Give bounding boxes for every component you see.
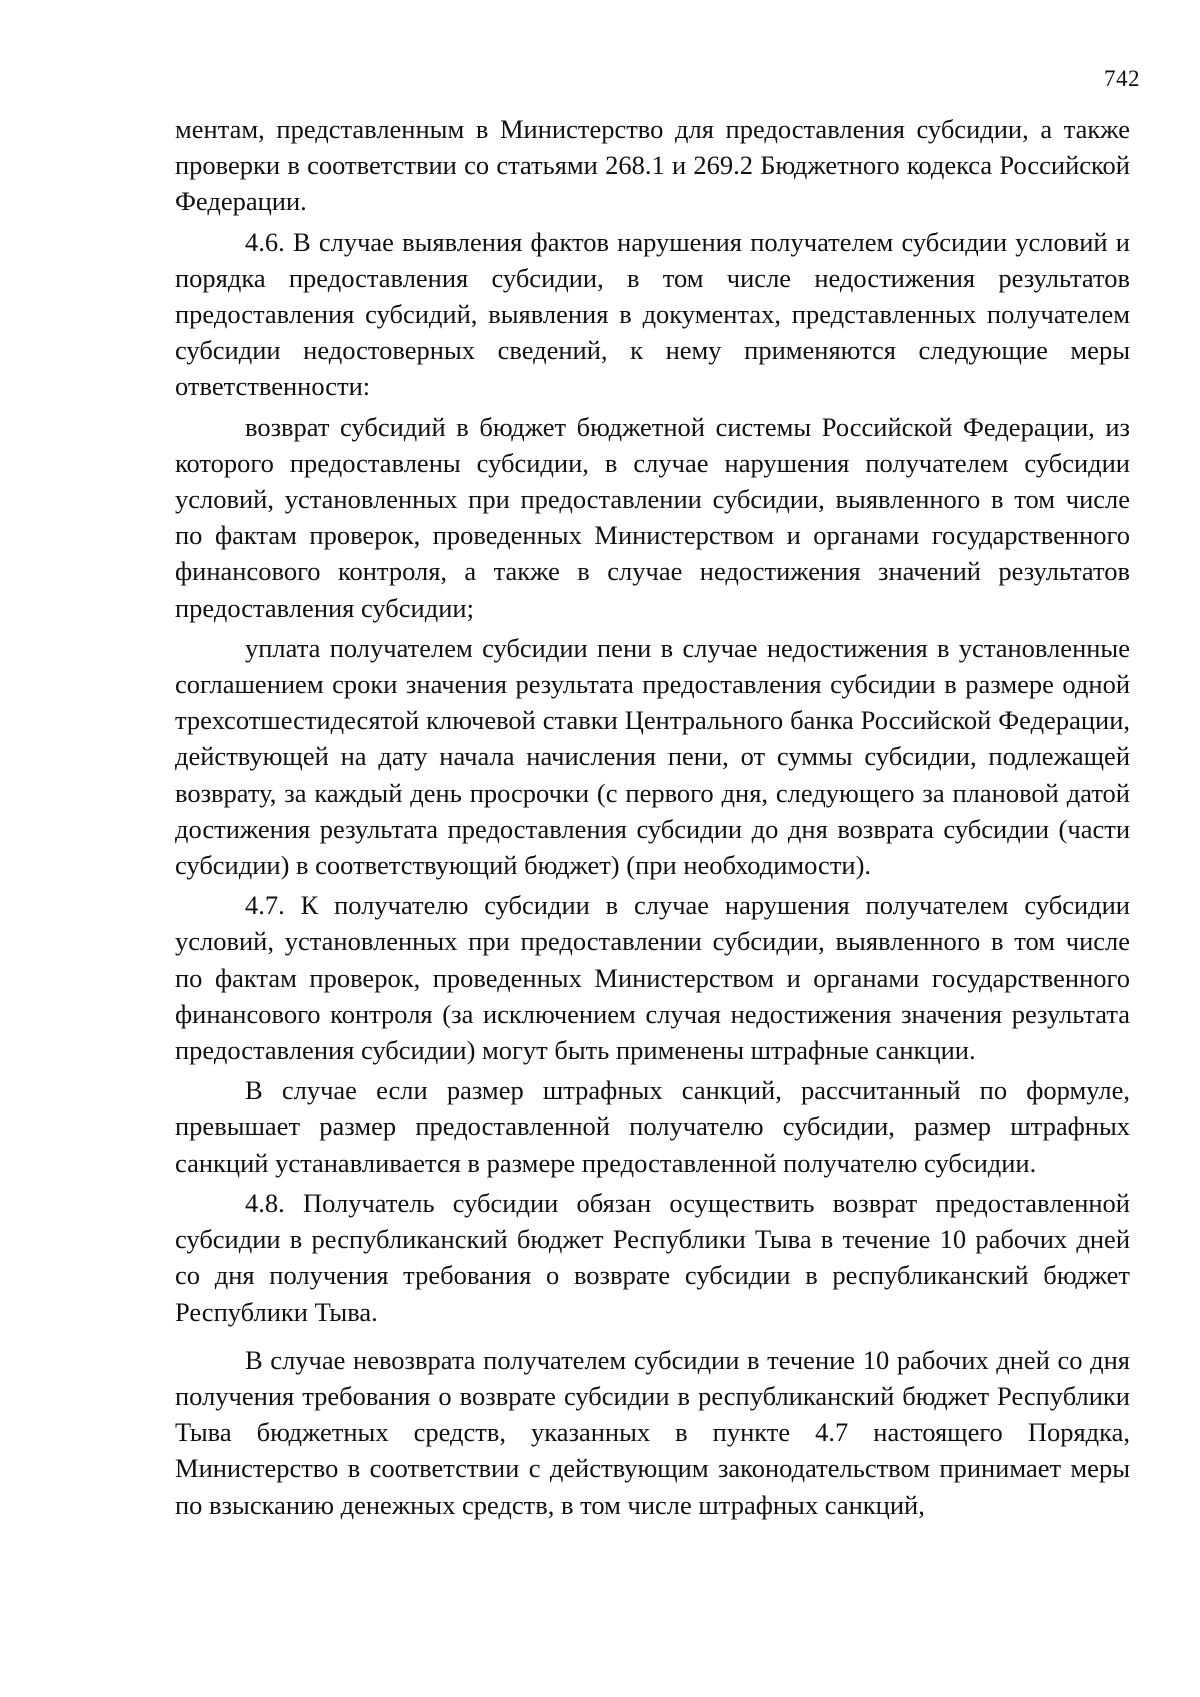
page-number: 742 [1104,66,1140,91]
document-body [175,111,1130,1523]
paragraph-4-7: 4.7. К получателю субсидии в случае нарушения получателем субсидии условий, установленных при предоставлении субсидии, выявленного в том числе по фактам проверок, проведенных Министерством и органами государственного финансового контроля (за исключением случая недостижения значения результата предоставления субсидии) могут быть применены штрафные санкции. [175,890,1130,1066]
paragraph-4-8: 4.8. Получатель субсидии обязан осуществить возврат предоставленной субсидии в республиканский бюджет Республики Тыва в течение 10 рабочих дней со дня получения требования о возврате субсидии в республиканский бюджет Республики Тыва. [175,1187,1130,1327]
paragraph-4-6: 4.6. В случае выявления фактов нарушения получателем субсидии условий и порядка предоставления субсидии, в том числе недостижения результатов предоставления субсидий, выявления в документах, представленных получателем субсидии недостоверных сведений, к нему применяются следующие меры ответственности: [175,226,1130,402]
paragraph-continuation: ментам, представленным в Министерство для предоставления субсидии, а также проверки в соответствии со статьями 268.1 и 269.2 Бюджетного кодекса Российской Федерации. [175,114,1130,217]
paragraph-fine-limit: В случае если размер штрафных санкций, рассчитанный по формуле, превышает размер предоставленной получателю субсидии, размер штрафных санкций устанавливается в размере предоставленной получателю субсидии. [175,1075,1130,1178]
paragraph-penalty-measure: уплата получателем субсидии пени в случае недостижения в установленные соглашением сроки значения результата предоставления субсидии в размере одной трехсотшестидесятой ключевой ставки Центрального банка Российской Федерации, действующей на дату начала начисления пени, от суммы субсидии, подлежащей возврату, за каждый день просрочки (с первого дня, следующего за плановой датой достижения результата предоставления субсидии до дня возврата субсидии (части субсидии) в соответствующий бюджет) (при необходимости). [175,632,1130,881]
paragraph-non-return: В случае невозврата получателем субсидии в течение 10 рабочих дней со дня получения требования о возврате субсидии в республиканский бюджет Республики Тыва бюджетных средств, указанных в пункте 4.7 настоящего Порядка, Министерство в соответствии с действующим законодательством принимает меры по взысканию денежных средств, в том числе штрафных санкций, [175,1344,1130,1520]
paragraph-refund-measure: возврат субсидий в бюджет бюджетной системы Российской Федерации, из которого предоставлены субсидии, в случае нарушения получателем субсидии условий, установленных при предоставлении субсидии, выявленного в том числе по фактам проверок, проведенных Министерством и органами государственного финансового контроля, а также в случае недостижения значений результатов предоставления субсидии; [175,411,1130,623]
